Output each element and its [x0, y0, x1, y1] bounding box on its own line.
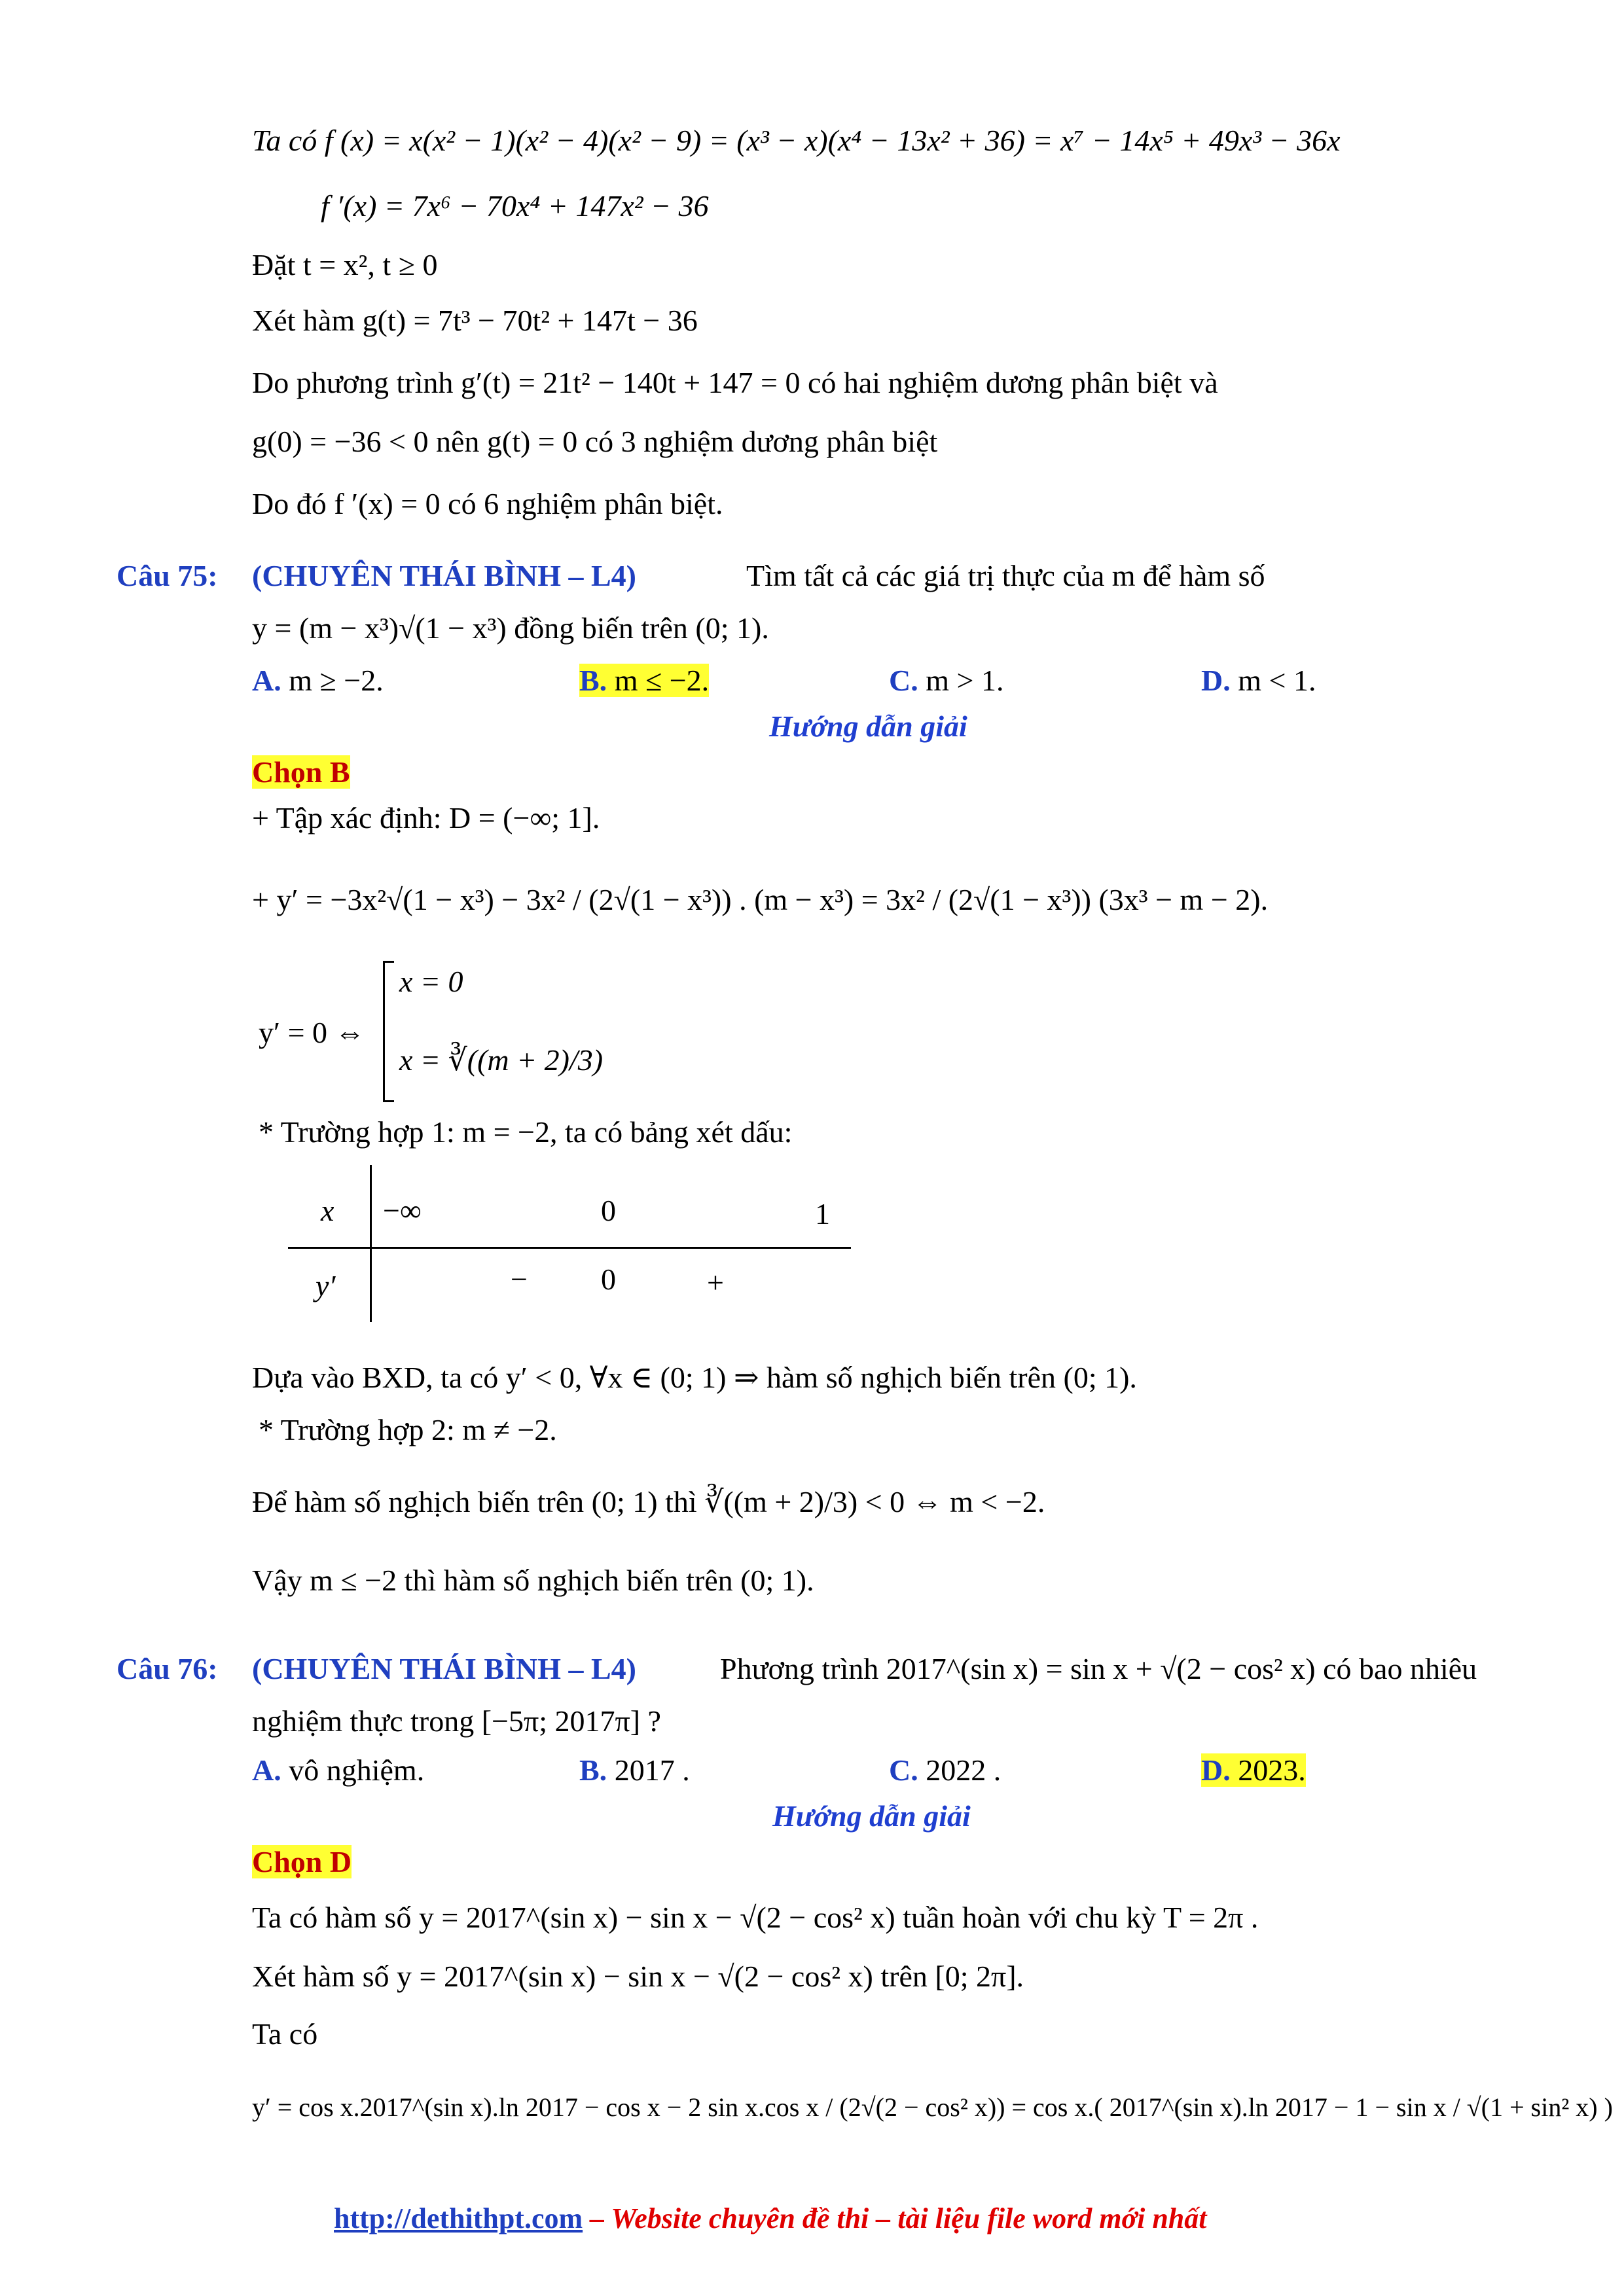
option-letter: B.	[579, 664, 607, 697]
q76-choice	[252, 1842, 352, 1882]
q76-line-2: Xét hàm số y = 2017^(sin x) − sin x − √(2 − cos² x) trên [0; 2π].	[252, 1960, 1024, 1993]
q75-choice	[252, 753, 350, 792]
footer	[334, 2199, 1207, 2238]
table-x-label: x	[321, 1194, 334, 1227]
option-letter: A.	[252, 1753, 281, 1787]
q76-option-d	[1201, 1751, 1306, 1790]
sign-table	[288, 1165, 851, 1322]
q75-option-a	[252, 661, 384, 700]
q75-final: Vậy m ≤ −2 thì hàm số nghịch biến trên (0; 1).	[252, 1564, 814, 1597]
option-text: vô nghiệm.	[289, 1753, 425, 1787]
q76-text-1: Phương trình 2017^(sin x) = sin x + √(2 − cos² x) có bao nhiêu	[720, 1652, 1477, 1685]
line-do-do: Do đó f ′(x) = 0 có 6 nghiệm phân biệt.	[252, 487, 723, 520]
q75-option-d	[1201, 661, 1316, 700]
option-text: 2023.	[1238, 1753, 1306, 1787]
table-minus: −	[511, 1263, 528, 1296]
q75-root-2: x = ∛((m + 2)/3)	[399, 1043, 604, 1077]
option-letter: D.	[1201, 1753, 1231, 1787]
table-yprime-label: y′	[316, 1269, 336, 1302]
option-letter: D.	[1201, 664, 1231, 697]
q75-domain: + Tập xác định: D = (−∞; 1].	[252, 801, 600, 834]
q75-source: (CHUYÊN THÁI BÌNH – L4)	[252, 559, 636, 592]
q75-option-b	[579, 661, 709, 700]
option-text: m ≥ −2.	[289, 664, 384, 697]
option-letter: C.	[889, 664, 918, 697]
line-do-phuong-trinh: Do phương trình g′(t) = 21t² − 140t + 147 = 0 có hai nghiệm dương phân biệt và	[252, 366, 1218, 399]
line-g0: g(0) = −36 < 0 nên g(t) = 0 có 3 nghiệm dương phân biệt	[252, 425, 938, 458]
q75-yprime-zero: y′ = 0 ⇔	[259, 1016, 365, 1049]
footer-link[interactable]: http://dethithpt.com	[334, 2202, 583, 2234]
q75-text-1: Tìm tất cả các giá trị thực của m để hàm số	[746, 559, 1265, 592]
line-f-x: Ta có f (x) = x(x² − 1)(x² − 4)(x² − 9) = (x³ − x)(x⁴ − 13x² + 36) = x⁷ − 14x⁵ + 49x³ − 36x	[252, 124, 1341, 157]
table-x-one: 1	[815, 1197, 830, 1230]
q76-line-3: Ta có	[252, 2017, 318, 2051]
table-x-zero: 0	[601, 1194, 616, 1227]
q75-number: Câu 75:	[117, 559, 218, 592]
option-text: m < 1.	[1238, 664, 1316, 697]
line-xet-ham: Xét hàm g(t) = 7t³ − 70t² + 147t − 36	[252, 304, 698, 337]
bracket	[383, 961, 394, 1102]
q76-derivative: y′ = cos x.2017^(sin x).ln 2017 − cos x − 2 sin x.cos x / (2√(2 − cos² x)) = cos x.( 2017^(sin x).ln 2017 − 1 − sin x / √(1 + sin² x) )	[252, 2092, 1613, 2122]
table-plus: +	[707, 1266, 724, 1299]
table-neg-infinity: −∞	[383, 1194, 422, 1227]
footer-text: – Website chuyên đề thi – tài liệu file word mới nhất	[583, 2202, 1207, 2234]
q75-case-2: * Trường hợp 2: m ≠ −2.	[259, 1413, 557, 1446]
q76-option-a	[252, 1751, 424, 1790]
option-text: m > 1.	[926, 664, 1004, 697]
q76-line-1: Ta có hàm số y = 2017^(sin x) − sin x − √(2 − cos² x) tuần hoàn với chu kỳ T = 2π .	[252, 1901, 1259, 1934]
q75-conclusion-1: Dựa vào BXD, ta có y′ < 0, ∀x ∈ (0; 1) ⇒ hàm số nghịch biến trên (0; 1).	[252, 1361, 1137, 1394]
choice-text: Chọn D	[252, 1845, 352, 1878]
q75-root-1: x = 0	[399, 965, 463, 998]
line-f-prime: f ′(x) = 7x⁶ − 70x⁴ + 147x² − 36	[321, 189, 709, 223]
q76-guide-title: Hướng dẫn giải	[772, 1799, 971, 1833]
q75-option-c	[889, 661, 1003, 700]
option-text: m ≤ −2.	[614, 664, 710, 697]
option-letter: B.	[579, 1753, 607, 1787]
q75-text-2: y = (m − x³)√(1 − x³) đồng biến trên (0; 1).	[252, 611, 769, 645]
choice-text: Chọn B	[252, 755, 350, 789]
q76-number: Câu 76:	[117, 1652, 218, 1685]
table-y-zero: 0	[601, 1263, 616, 1296]
line-dat-t: Đặt t = x², t ≥ 0	[252, 248, 438, 281]
q75-case-1: * Trường hợp 1: m = −2, ta có bảng xét dấu:	[259, 1115, 793, 1149]
option-letter: C.	[889, 1753, 918, 1787]
option-letter: A.	[252, 664, 281, 697]
q76-source: (CHUYÊN THÁI BÌNH – L4)	[252, 1652, 636, 1685]
q75-derivative: + y′ = −3x²√(1 − x³) − 3x² / (2√(1 − x³)) . (m − x³) = 3x² / (2√(1 − x³)) (3x³ − m − 2).	[252, 883, 1269, 916]
table-vline	[370, 1165, 372, 1322]
q76-option-b	[579, 1751, 690, 1790]
q75-guide-title: Hướng dẫn giải	[769, 709, 967, 743]
q76-option-c	[889, 1751, 1001, 1790]
q75-case-2-condition: Để hàm số nghịch biến trên (0; 1) thì ∛((m + 2)/3) < 0 ⇔ m < −2.	[252, 1485, 1045, 1518]
q76-text-2: nghiệm thực trong [−5π; 2017π] ?	[252, 1704, 661, 1738]
option-text: 2022 .	[926, 1753, 1001, 1787]
option-text: 2017 .	[614, 1753, 690, 1787]
table-hline	[288, 1247, 851, 1249]
